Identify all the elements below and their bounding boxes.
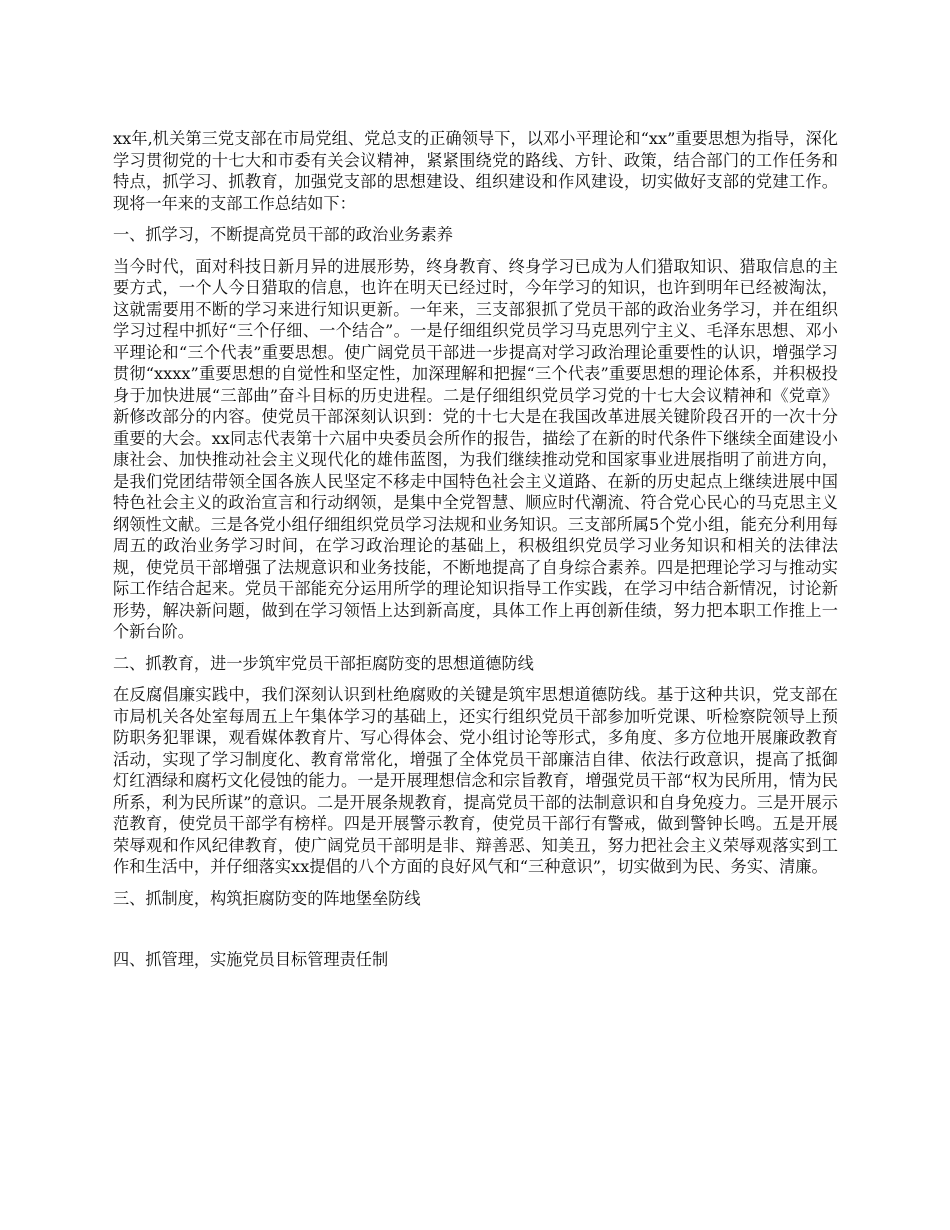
section-4-heading: 四、抓管理，实施党员目标管理责任制 (113, 950, 389, 969)
spacer (113, 909, 838, 949)
spacer (113, 246, 838, 256)
spacer (113, 214, 838, 224)
spacer (113, 643, 838, 653)
document-page (113, 128, 838, 971)
intro-paragraph: xx年,机关第三党支部在市局党组、党总支的正确领导下，以邓小平理论和“xx”重要思想为指导，深化学习贯彻党的十七大和市委有关会议精神，紧紧围绕党的路线、方针、政策，结合部门的工作任务和特点，抓学习、抓教育，加强党支部的思想建设、组织建设和作风建设，切实做好支部的党建工作。现将一年来的支部工作总结如下： (113, 129, 838, 213)
section-2-heading: 二、抓教育，进一步筑牢党员干部拒腐防变的思想道德防线 (113, 653, 534, 673)
section-3-heading: 三、抓制度，构筑拒腐防变的阵地堡垒防线 (113, 888, 421, 908)
section-1-heading: 一、抓学习，不断提高党员干部的政治业务素养 (113, 225, 453, 244)
section-1-body: 当今时代，面对科技日新月异的进展形势，终身教育、终身学习已成为人们猎取知识、猎取信息的主要方式，一个人今日猎取的信息，也许在明天已经过时，今年学习的知识，也许到明年已经被淘汰，这就需要用不断的学习来进行知识更新。一年来，三支部狠抓了党员干部的政治业务学习，并在组织学习过程中抓好“三个仔细、一个结合”。一是仔细组织党员学习马克思列宁主义、毛泽东思想、邓小平理论和“三个代表”重要思想。使广阔党员干部进一步提高对学习政治理论重要性的认识，增强学习贯彻“xxxx”重要思想的自觉性和坚定性，加深理解和把握“三个代表”重要思想的理论体系，并积极投身于加快进展“三部曲”奋斗目标的历史进程。二是仔细组织党员学习党的十七大会议精神和《党章》新修改部分的内容。使党员干部深刻认识到：党的十七大是在我国改革进展关键阶段召开的一次十分重要的大会。xx同志代表第十六届中央委员会所作的报告，描绘了在新的时代条件下继续全面建设小康社会、加快推动社会主义现代化的雄伟蓝图，为我们继续推动党和国家事业进展指明了前进方向，是我们党团结带领全国各族人民坚定不移走中国特色社会主义道路、在新的历史起点上继续进展中国特色社会主义的政治宣言和行动纲领，是集中全党智慧、顺应时代潮流、符合党心民心的马克思主义纲领性文献。三是各党小组仔细组织党员学习法规和业务知识。三支部所属5个党小组，能充分利用每周五的政治业务学习时间，在学习政治理论的基础上，积极组织党员学习业务知识和相关的法律法规，使党员干部增强了法规意识和业务技能，不断地提高了自身综合素养。四是把理论学习与推动实际工作结合起来。党员干部能充分运用所学的理论知识指导工作实践，在学习中结合新情况，讨论新形势，解决新问题，做到在学习领悟上达到新高度，具体工作上再创新佳绩，努力把本职工作推上一个新台阶。 (113, 256, 838, 641)
spacer (113, 674, 838, 684)
spacer (113, 878, 838, 888)
section-2-body: 在反腐倡廉实践中，我们深刻认识到杜绝腐败的关键是筑牢思想道德防线。基于这种共识，党支部在市局机关各处室每周五上午集体学习的基础上，还实行组织党员干部参加听党课、听检察院领导上预防职务犯罪课，观看媒体教育片、写心得体会、党小组讨论等形式，多角度、多方位地开展廉政教育活动，实现了学习制度化、教育常常化，增强了全体党员干部廉洁自律、依法行政意识，提高了抵御灯红酒绿和腐朽文化侵蚀的能力。一是开展理想信念和宗旨教育，增强党员干部“权为民所用，情为民所系，利为民所谋”的意识。二是开展条规教育，提高党员干部的法制意识和自身免疫力。三是开展示范教育，使党员干部学有榜样。四是开展警示教育，使党员干部行有警戒，做到警钟长鸣。五是开展荣辱观和作风纪律教育，使广阔党员干部明是非、辩善恶、知美丑，努力把社会主义荣辱观落实到工作和生活中，并仔细落实xx提倡的八个方面的良好风气和“三种意识”，切实做到为民、务实、清廉。 (113, 685, 838, 876)
